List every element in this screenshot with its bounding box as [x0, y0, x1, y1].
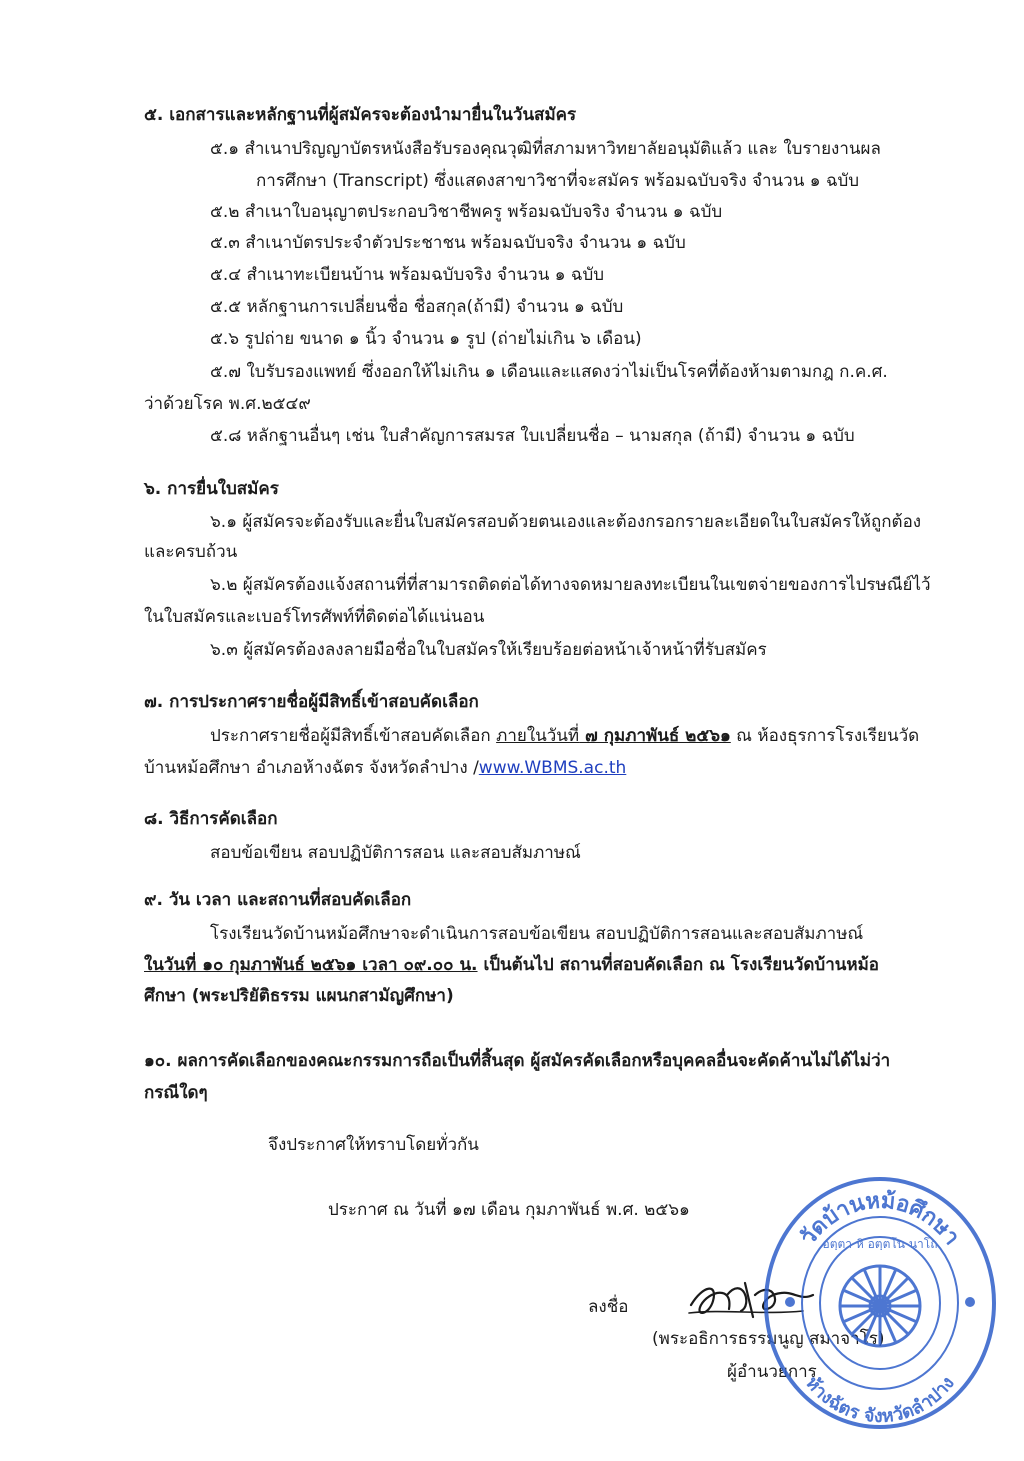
section-8-heading: ๘. วิธีการคัดเลือก	[144, 809, 278, 829]
section-5-heading: ๕. เอกสารและหลักฐานที่ผู้สมัครจะต้องนำมายื่นในวันสมัคร	[144, 105, 577, 125]
item-5-2: ๕.๒ สำเนาใบอนุญาตประกอบวิชาชีพครู พร้อมฉบับจริง จำนวน ๑ ฉบับ	[210, 202, 723, 222]
item-6-1-line1: ๖.๑ ผู้สมัครจะต้องรับและยื่นใบสมัครสอบด้วยตนเองและต้องกรอกรายละเอียดในใบสมัครให้ถูกต้อง	[210, 512, 922, 532]
section-7-line1-pre: ประกาศรายชื่อผู้มีสิทธิ์เข้าสอบคัดเลือก	[210, 726, 497, 746]
svg-text:ห้างฉัตร จังหวัดลำปาง	[801, 1373, 959, 1427]
item-6-3: ๖.๓ ผู้สมัครต้องลงลายมือชื่อในใบสมัครให้เรียบร้อยต่อหน้าเจ้าหน้าที่รับสมัคร	[210, 640, 767, 660]
item-5-1-line2: การศึกษา (Transcript) ซึ่งแสดงสาขาวิชาที่จะสมัคร พร้อมฉบับจริง จำนวน ๑ ฉบับ	[256, 171, 860, 191]
section-10-line1: ๑๐. ผลการคัดเลือกของคณะกรรมการถือเป็นที่สิ้นสุด ผู้สมัครคัดเลือกหรือบุคคลอื่นจะคัดค้านไม่ได้ไม่ว่า	[144, 1051, 891, 1071]
stamp-motto: อตฺตา หิ อตฺตโน นาโถ	[822, 1237, 938, 1251]
section-7-line1	[210, 725, 919, 747]
section-7-line2-pre: บ้านหม้อศึกษา อำเภอห้างฉัตร จังหวัดลำปาง /	[144, 758, 479, 778]
item-5-7-line2: ว่าด้วยโรค พ.ศ.๒๕๔๙	[144, 394, 311, 414]
section-9-line2-post: เป็นต้นไป สถานที่สอบคัดเลือก ณ โรงเรียนวัดบ้านหม้อ	[477, 955, 880, 975]
section-9-line2	[144, 954, 879, 976]
section-6-heading: ๖. การยื่นใบสมัคร	[144, 479, 279, 499]
stamp-text-bottom: ห้างฉัตร จังหวัดลำปาง	[801, 1372, 959, 1428]
section-7-line2	[144, 757, 626, 779]
section-8-body: สอบข้อเขียน สอบปฏิบัติการสอน และสอบสัมภาษณ์	[210, 843, 581, 863]
section-7-date-b: ๗ กุมภาพันธ์ ๒๕๖๑	[579, 726, 731, 746]
item-5-4: ๕.๔ สำเนาทะเบียนบ้าน พร้อมฉบับจริง จำนวน ๑ ฉบับ	[210, 265, 605, 285]
item-5-1-line1: ๕.๑ สำเนาปริญญาบัตรหนังสือรับรองคุณวุฒิที่สภามหาวิทยาลัยอนุมัติแล้ว และ ใบรายงานผล	[210, 139, 881, 159]
item-5-5: ๕.๕ หลักฐานการเปลี่ยนชื่อ ชื่อสกุล(ถ้ามี) จำนวน ๑ ฉบับ	[210, 297, 624, 317]
section-9-date: ในวันที่ ๑๐ กุมภาพันธ์ ๒๕๖๑ เวลา ๐๙.๐๐ น.	[144, 955, 478, 975]
section-10-line2: กรณีใดๆ	[144, 1083, 208, 1103]
item-5-7-line1: ๕.๗ ใบรับรองแพทย์ ซึ่งออกให้ไม่เกิน ๑ เดือนและแสดงว่าไม่เป็นโรคที่ต้องห้ามตามกฎ ก.ค.ศ.	[210, 362, 888, 382]
signer-title: ผู้อำนวยการ	[727, 1362, 817, 1382]
item-5-6: ๕.๖ รูปถ่าย ขนาด ๑ นิ้ว จำนวน ๑ รูป (ถ่ายไม่เกิน ๖ เดือน)	[210, 329, 642, 349]
stamp-text-top: วัดบ้านหม้อศึกษา	[795, 1188, 965, 1250]
section-7-heading: ๗. การประกาศรายชื่อผู้มีสิทธิ์เข้าสอบคัดเลือก	[144, 692, 479, 712]
section-9-line1: โรงเรียนวัดบ้านหม้อศึกษาจะดำเนินการสอบข้อเขียน สอบปฏิบัติการสอนและสอบสัมภาษณ์	[210, 924, 864, 944]
section-7-line1-post: ณ ห้องธุรการโรงเรียนวัด	[730, 726, 920, 746]
item-6-1-line2: และครบถ้วน	[144, 542, 238, 562]
official-seal	[760, 1172, 1000, 1434]
signer-name: (พระอธิการธรรมนูญ สมาจาโร)	[652, 1329, 885, 1349]
announce-date: ประกาศ ณ วันที่ ๑๗ เดือน กุมภาพันธ์ พ.ศ. ๒๕๖๑	[328, 1200, 690, 1220]
section-9-line3: ศึกษา (พระปริยัติธรรม แผนกสามัญศึกษา)	[144, 986, 454, 1006]
sign-label: ลงชื่อ	[588, 1297, 629, 1317]
closing-notice: จึงประกาศให้ทราบโดยทั่วกัน	[268, 1135, 479, 1155]
item-5-8: ๕.๘ หลักฐานอื่นๆ เช่น ใบสำคัญการสมรส ใบเปลี่ยนชื่อ – นามสกุล (ถ้ามี) จำนวน ๑ ฉบับ	[210, 426, 855, 446]
item-6-2-line2: ในใบสมัครและเบอร์โทรศัพท์ที่ติดต่อได้แน่นอน	[144, 607, 485, 627]
item-6-2-line1: ๖.๒ ผู้สมัครต้องแจ้งสถานที่ที่สามารถติดต่อได้ทางจดหมายลงทะเบียนในเขตจ่ายของการไปรษณีย์ไว้	[210, 575, 931, 595]
item-5-3: ๕.๓ สำเนาบัตรประจำตัวประชาชน พร้อมฉบับจริง จำนวน ๑ ฉบับ	[210, 233, 686, 253]
section-7-date-a: ภายในวันที่	[496, 726, 580, 746]
section-9-heading: ๙. วัน เวลา และสถานที่สอบคัดเลือก	[144, 890, 412, 910]
website-link[interactable]: www.WBMS.ac.th	[478, 758, 627, 778]
